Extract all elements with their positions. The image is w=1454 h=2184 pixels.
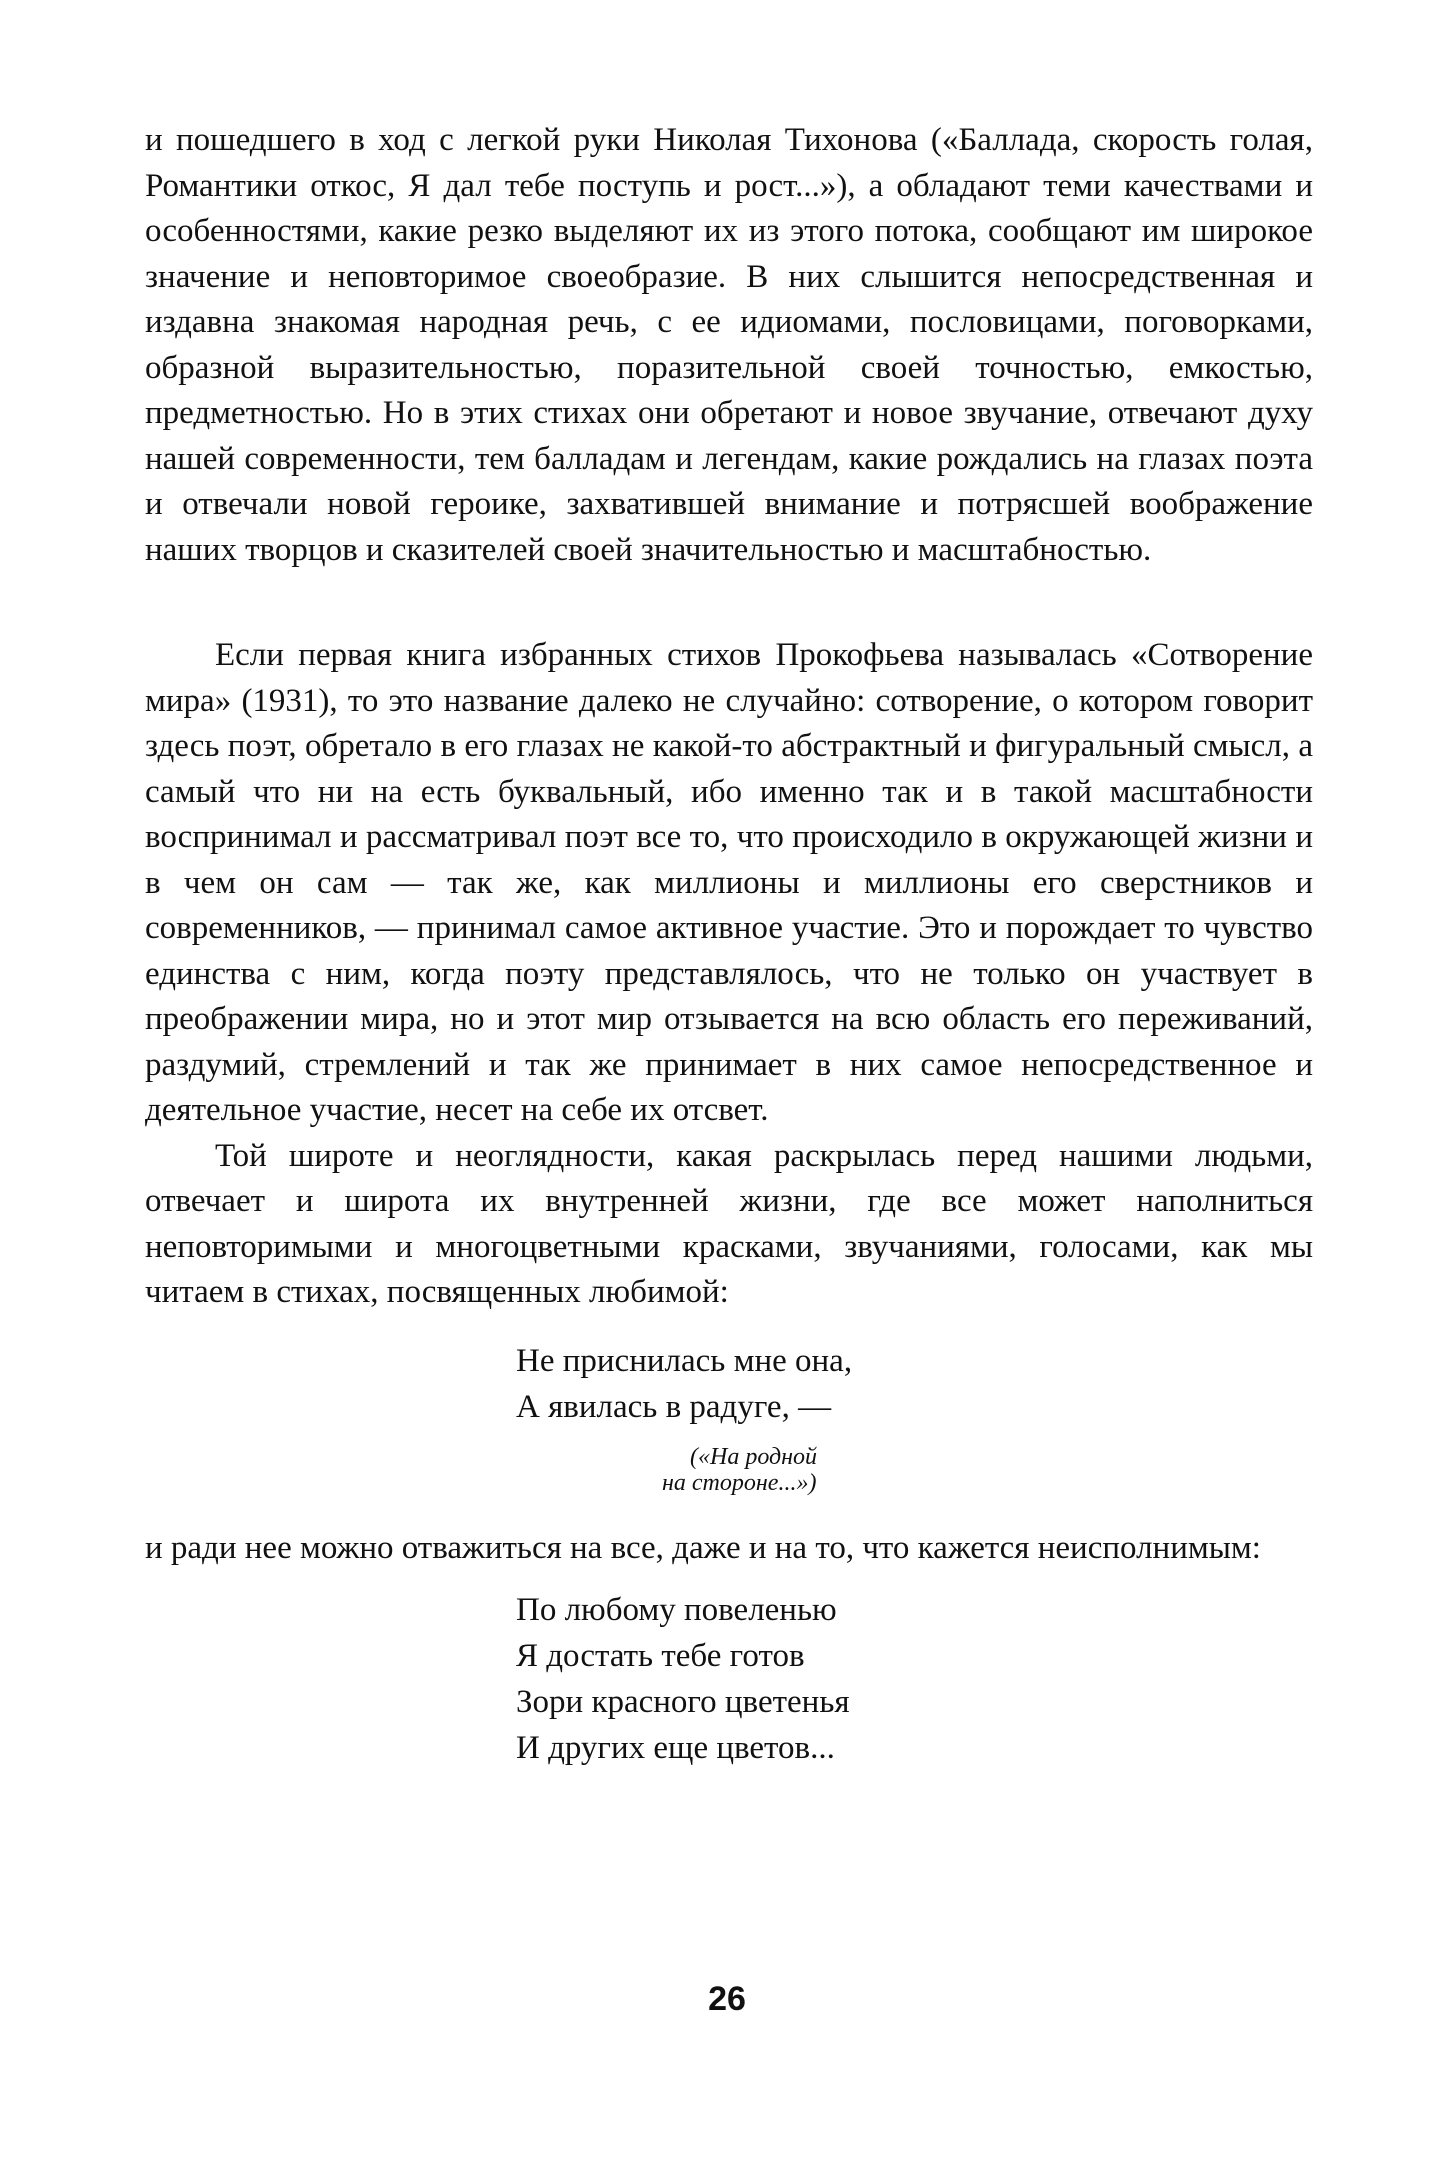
poem-line: Зори красного цветенья — [516, 1684, 850, 1720]
poem-line: Я достать тебе готов — [516, 1638, 805, 1674]
poem-line: Не приснилась мне она, — [516, 1342, 853, 1379]
paragraph: Если первая книга избранных стихов Прокофьева называлась «Сотворение мира» (1931), то это название далеко не случайно: сотворение, о котором говорит здесь поэт, обретало в его глазах не какой-то абстрактный и фигуральный смысл, а самый что ни на есть буквальный, ибо именно так и в такой масштабности воспринимал и рассматривал поэт все то, что происходило в окружающей жизни и в чем он сам — так же, как миллионы и миллионы его сверстников и современников, — принимал самое активное участие. Это и порождает то чувство единства с ним, когда поэту представлялось, что не только он участвует в преображении мира, но и этот мир отзывается на всю область его переживаний, раздумий, стремлений и так же принимает в них самое непосредственное и деятельное участие, несет на себе их отсвет. — [145, 637, 1313, 1128]
poem-line: И других еще цветов... — [516, 1730, 835, 1766]
paragraph: Той широте и неоглядности, какая раскрылась перед нашими людьми, отвечает и широта их внутренней жизни, где все может наполниться неповторимыми и многоцветными красками, звучаниями, голосами, как мы читаем в стихах, посвященных любимой: — [145, 1137, 1313, 1310]
poem-line: По любому повеленью — [516, 1592, 837, 1628]
source-line: на стороне...») — [662, 1469, 817, 1496]
page-body — [145, 118, 1313, 1771]
poem-quote-2 — [516, 1587, 1313, 1771]
paragraph-continuation: и пошедшего в ход с легкой руки Николая Тихонова («Баллада, скорость голая, Романтики откос, Я дал тебе поступь и рост...»), а обладают теми качествами и особенностями, какие резко выделяют их из этого потока, сообщают им широкое значение и неповторимое своеобразие. В них слышится непосредственная и издавна знакомая народная речь, с ее идиомами, пословицами, поговорками, образной выразительностью, поразительной своей точностью, емкостью, предметностью. Но в этих стихах они обретают и новое звучание, отвечают духу нашей современности, тем балладам и легендам, какие рождались на глазах поэта и отвечали новой героике, захватившей внимание и потрясшей воображение наших творцов и сказителей своей значительностью и масштабностью. — [145, 122, 1313, 568]
paragraph: и ради нее можно отважиться на все, даже и на то, что кажется неисполнимым: — [145, 1529, 1261, 1566]
source-line: («На родной — [690, 1443, 818, 1470]
poem-quote-1 — [516, 1338, 1313, 1430]
page-number: 26 — [708, 1980, 746, 2018]
paragraph-gap — [145, 573, 1313, 633]
poem-line: А явилась в радуге, — — [516, 1388, 832, 1425]
poem-source — [662, 1444, 1313, 1496]
